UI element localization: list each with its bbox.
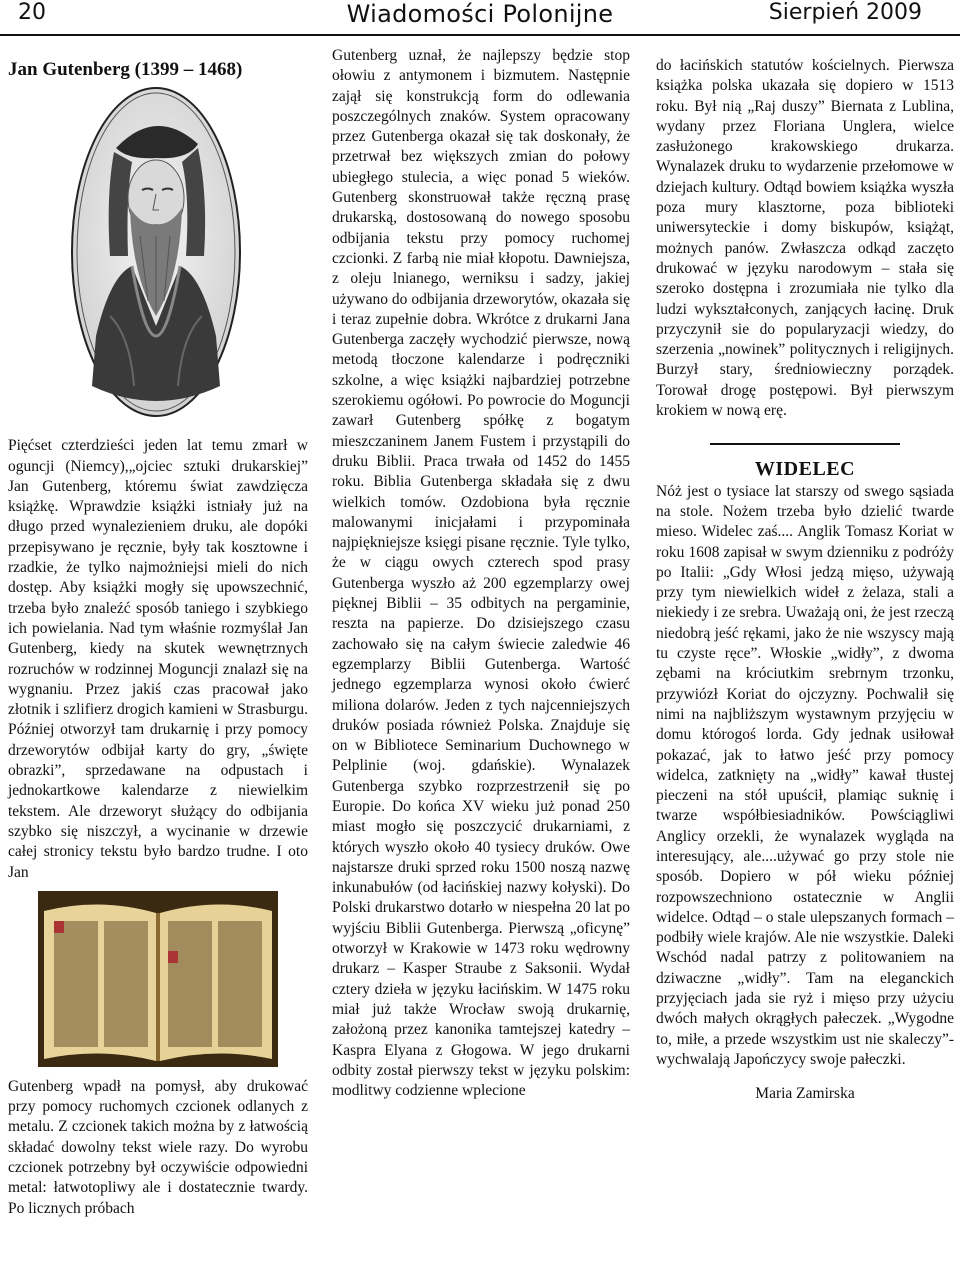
page-header xyxy=(0,0,960,36)
issue-date: Sierpień 2009 xyxy=(768,0,922,25)
author-signature: Maria Zamirska xyxy=(755,1085,855,1103)
column-1 xyxy=(8,46,308,1219)
column-3 xyxy=(656,56,954,1105)
gutenberg-bible-photo xyxy=(38,891,278,1067)
header-rule xyxy=(0,34,960,36)
article-continued: Gutenberg wpadł na pomysł, aby drukować przy pomocy ruchomych czcionek odlanych z metalu. Z czcionek takich można by z łatwością składać dowolny tekst wiele razy. Do wyrobu czcionek potrzebny był oczywiście odpowiedni metal: łatwotopliwy ale i dostatecznie twardy. Po licznych próbach xyxy=(8,1077,308,1217)
article-body-col3: do łacińskich statutów kościelnych. Pierwsza książka polska ukazała się dopiero w 1513 roku. Był nią „Raj duszy” Biernata z Lublina, wydany przez Floriana Unglera, wielce zasłużonego krakowskiego drukarza. Wynalazek druku to wydarzenie przełomowe w dziejach kultury. Odtąd bowiem książka wyszła poza mury klasztorne, poza biblioteki uniwersyteckie i domy biskupów, książąt, możnych panów. Zwłaszcza odkąd zaczęto drukować w języku narodowym – stała się szeroko dostępna i zrozumiała nie tylko dla ludzi wykształconych, zanjących łacinę. Druk przyczynił sie do popularyzacji wiedzy, do szerzenia „nowinek” politycznych i religijnych. Burzył stary, średniowieczny porządek. Torował drogę postępowi. Był pierwszym krokiem w nową erę. xyxy=(656,57,954,420)
section-divider xyxy=(710,443,900,445)
article-intro: Pięćset czterdzieści jeden lat temu zmarł w oguncji (Niemcy),„ojciec sztuki drukarskiej” Jan Gutenberg, któremu świat zawdzięcza książkę. Wprawdzie książki istniały już na długo przed wynalezieniem druku, ale dopóki przepisywano je ręcznie, były tak kosztowne i rzadkie, że tylko najmożniejsi mieli do nich dostęp. Aby książki mogły się upowszechnić, trzeba było znaleźć sposób taniego i szybkiego ich powielania. Nad tym właśnie rozmyślał Jan Gutenberg, kiedy na skutek wewnętrznych rozruchów w rodzinnej Moguncji znalazł się na wygnaniu. Przez jakiś czas pracował jako złotnik i szlifierz drogich kamieni w Strasburgu. Później otworzył tam drukarnię i przy pomocy drzeworytów odbijał karty do gry, „święte obrazki”, sprzedawane na odpustach i jednokartkowe kalendarze z niewielkim tekstem. Ale drzeworyt służący do odbijania szybko się niszczył, a wycinanie w drzewie całej stronicy tekstu było bardzo trudne. I oto Jan xyxy=(8,437,308,881)
article-body-col2: Gutenberg uznał, że najlepszy będzie stop ołowiu z antymonem i bizmutem. Następnie zajął się konstrukcją form do odlewania poszczególnych znaków. System opracowany przez Gutenberga okazał się tak doskonały, że przetrwał bez większych zmian do połowy ubiegłego stulecia, a więc ponad 5 wieków. Gutenberg skonstruował także ręczną prasę drukarską, dostosowaną do nowego sposobu odbijania tekstu przy pomocy ruchomej czcionki. Z farbą nie miał kłopotu. Dawniejsza, z oleju lnianego, werniksu i sadzy, jakiej używano do odbijania drzeworytów, okazała się i teraz zupełnie dobra. Wkrótce z drukarni Jana Gutenberga zaczęły wychodzić pierwsze, nową metodą tłoczone kalendarze i podręczniki szkolne, a więc książki najbardziej potrzebne szerokiemu ogółowi. Po powrocie do Moguncji zawarł Gutenberg spółkę z bogatym mieszczaninem Janem Fustem i przystąpili do druku Biblii. Praca trwała od 1452 do 1455 roku. Biblia Gutenberga składała się z dwu wielkich tomów. Ozdobiona była ręcznie malowanymi inicjałami i przypominała najpiękniejsze księgi pisane ręcznie. Tyle tylko, że w ciągu owych czterech spod prasy Gutenberga wyszło aż 200 egzemplarzy owej pięknej Biblii – 35 odbitych na pergaminie, reszta na papierze. Do dzisiejszego czasu zachowało się na całym świecie zaledwie 46 egzemplarzy Biblii Gutenberga. Wartość jednego egzemplarza wynosi około ćwierć miliona dolarów. Jeden z tych najcenniejszych druków posiada również Polska. Znajduje się on w Bibliotece Seminarium Duchownego w Pelplinie (woj. gdańskie). Wynalazek Gutenberga szybko rozprzestrzenił się po Europie. Do końca XV wieku już ponad 250 miast mogło się poszczycić drukarniami, z których wyszło około 40 tysiecy druków. Owe najstarsze druki sprzed roku 1500 noszą nazwę inkunabułów (od łacińskiej nazwy kołyski). Do Polski drukarstwo dotarło w niespełna 20 lat po wyjściu Biblii Gutenberga. Pierwszą „oficynę” otworzył w Krakowie w 1473 roku wędrowny drukarz – Kasper Straube z Saksonii. Wydał cztery dzieła w języku łacińskim. W 1475 roku miał już także Wrocław swoją drukarnię, założoną przez kanonika tamtejszej katedry – Kaspra Elyana z Głogowa. W jego drukarni odbity został pierwszy tekst w języku polskim: modlitwy codzienne wplecione xyxy=(332,47,630,1100)
gutenberg-portrait xyxy=(70,86,242,418)
article-title: Jan Gutenberg (1399 – 1468) xyxy=(8,59,243,80)
masthead: Wiadomości Polonijne xyxy=(346,0,614,28)
sidebar-title: WIDELEC xyxy=(754,458,856,481)
page-number: 20 xyxy=(18,0,46,25)
column-2 xyxy=(332,46,630,1101)
sidebar-text: Nóż jest o tysiace lat starszy od swego sąsiada na stole. Nożem trzeba było dzielić twarde mieso. Widelec zaś.... Anglik Tomasz Koriat w roku 1608 zapisał w swym dzienniku z podróży po Italii: „Gdy Włosi jedzą mięso, używają przy tym niewielkich wideł z żelaza, stali a niekiedy i ze srebra. Uważają oni, że jest rzeczą niedobrą jeść rękami, jako że nie wszyscy mają tu czyste ręce”. Włoskie „widły”, z dwoma zębami na króciutkim srebrnym trzonku, przywiózł Koriat do ojczyzny. Pochwalił się nimi na najbliższym wystawnym przyjęciu w domu którogoś lorda. Gdy jednak usiłował pokazać, jak to łatwo jeść przy pomocy widelca, zatknięty na „widły” kawał tłustej pieczeni na stół upuścił, plamiąc suknię i twarze współbiesiadników. Powściągliwi Anglicy orzekli, że wynalazek wygląda na interesujący, ale....używać go przy stole nie sposób. Dopiero w pół wieku później rozpowszechniono ostatecznie w Anglii widelce. Odtąd – o stale ulepszanych formach – podbiły wiele krajów. Ale nie wszystkie. Daleki Wschód nadal patrzy z politowaniem na dziwaczne „widły”. Tam na eleganckich przyjęciach jada sie ryż i mięso przy użyciu dwóch małych okrągłych pałeczek. „Wygodne to, miłe, a przede wszystkim ust nie skaleczy”- wychwalają Japończycy swoje pałeczki. xyxy=(656,482,954,1068)
